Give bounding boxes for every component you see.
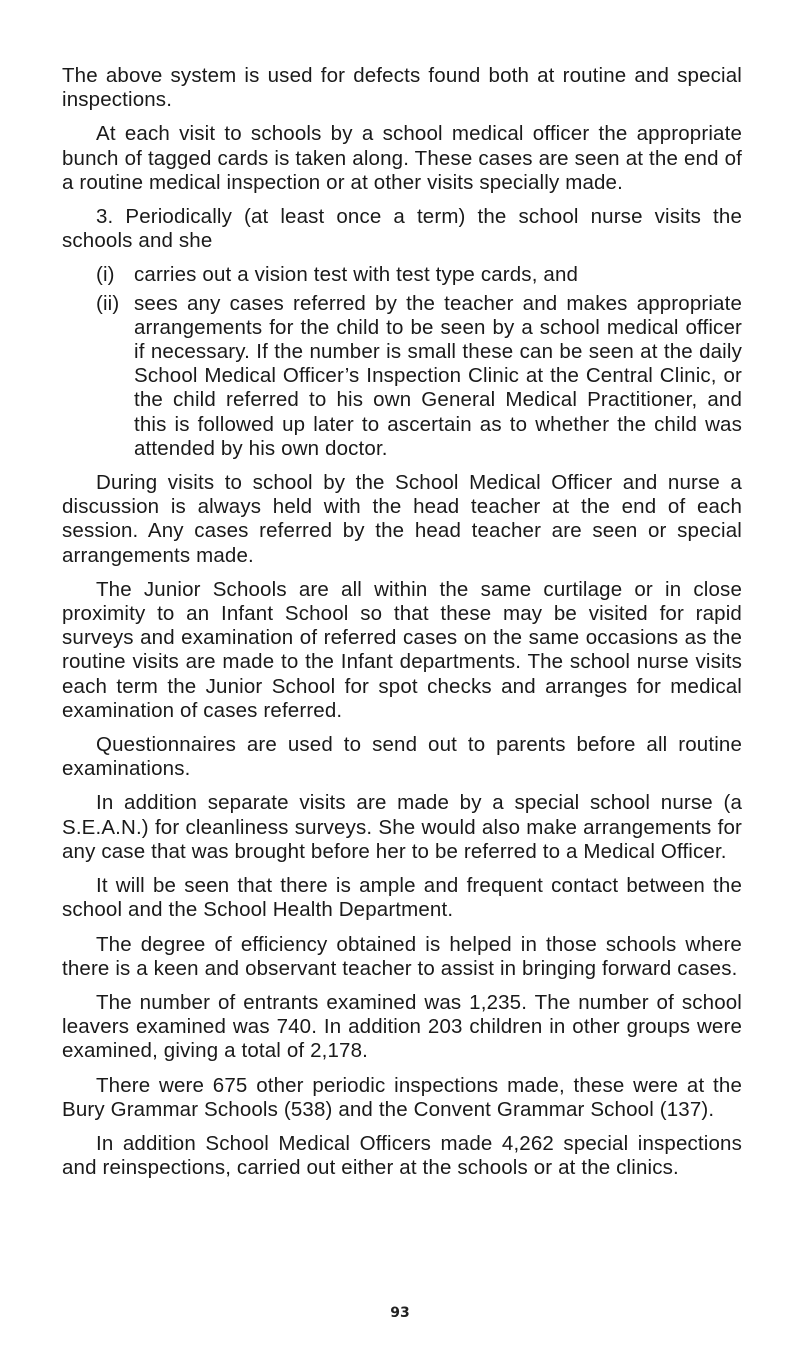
list-item (62, 292, 742, 461)
paragraph-cleanliness-surveys: In addition separate visits are made by a special school nurse (a S.E.A.N.) for cleanliness surveys. She would also make arrangements for any case that was brought before her to be referred to a Medical Officer. (62, 791, 742, 863)
list-item (62, 263, 742, 287)
list-item-text: carries out a vision test with test type cards, and (134, 263, 579, 287)
list-item-number: (ii) (96, 291, 120, 315)
paragraph-efficiency: The degree of efficiency obtained is helped in those schools where there is a keen and observant teacher to assist in bringing forward cases. (62, 932, 742, 980)
paragraph-periodic-inspections: There were 675 other periodic inspections made, these were at the Bury Grammar Schools (538) and the Convent Grammar School (137). (62, 1073, 742, 1121)
list-item-number: (i) (96, 263, 115, 287)
paragraph-contact: It will be seen that there is ample and frequent contact between the school and the School Health Department. (62, 874, 742, 922)
paragraph-nurse-visits: 3. Periodically (at least once a term) the school nurse visits the schools and she (62, 205, 742, 253)
document-page (62, 64, 742, 1190)
paragraph-special-inspections: In addition School Medical Officers made 4,262 special inspections and reinspections, carried out either at the schools or at the clinics. (62, 1131, 742, 1180)
paragraph-questionnaires: Questionnaires are used to send out to parents before all routine examinations. (62, 733, 742, 781)
paragraph-head-teacher-discussion: During visits to school by the School Medical Officer and nurse a discussion is always held with the head teacher at the end of each session. Any cases referred by the head teacher are seen or special arrangements made. (62, 471, 742, 567)
paragraph-visits-tagged-cards: At each visit to schools by a school medical officer the appropriate bunch of tagged cards is taken along. These cases are seen at the end of a routine medical inspection or at other visits specially made. (62, 122, 742, 194)
paragraph-entrants-examined: The number of entrants examined was 1,235. The number of school leavers examined was 740. In addition 203 children in other groups were examined, giving a total of 2,178. (62, 990, 742, 1063)
paragraph-junior-schools: The Junior Schools are all within the same curtilage or in close proximity to an Infant School so that these may be visited for rapid surveys and examination of referred cases on the same occasions as the routine visits are made to the Infant departments. The school nurse visits each term the Junior School for spot checks and arranges for medical examination of cases referred. (62, 577, 742, 722)
paragraph-system-usage: The above system is used for defects found both at routine and special inspections. (62, 64, 742, 112)
list-item-text: sees any cases referred by the teacher and makes appropriate arrangements for the child to be seen by a school medical officer if necessary. If the number is small these can be seen at the daily School Medical Officer’s Inspection Clinic at the Central Clinic, or the child referred to his own General Medical Practitioner, and this is followed up later to ascertain as to whether the child was attended by his own doctor. (134, 291, 742, 460)
page-number: 93 (390, 1305, 410, 1321)
